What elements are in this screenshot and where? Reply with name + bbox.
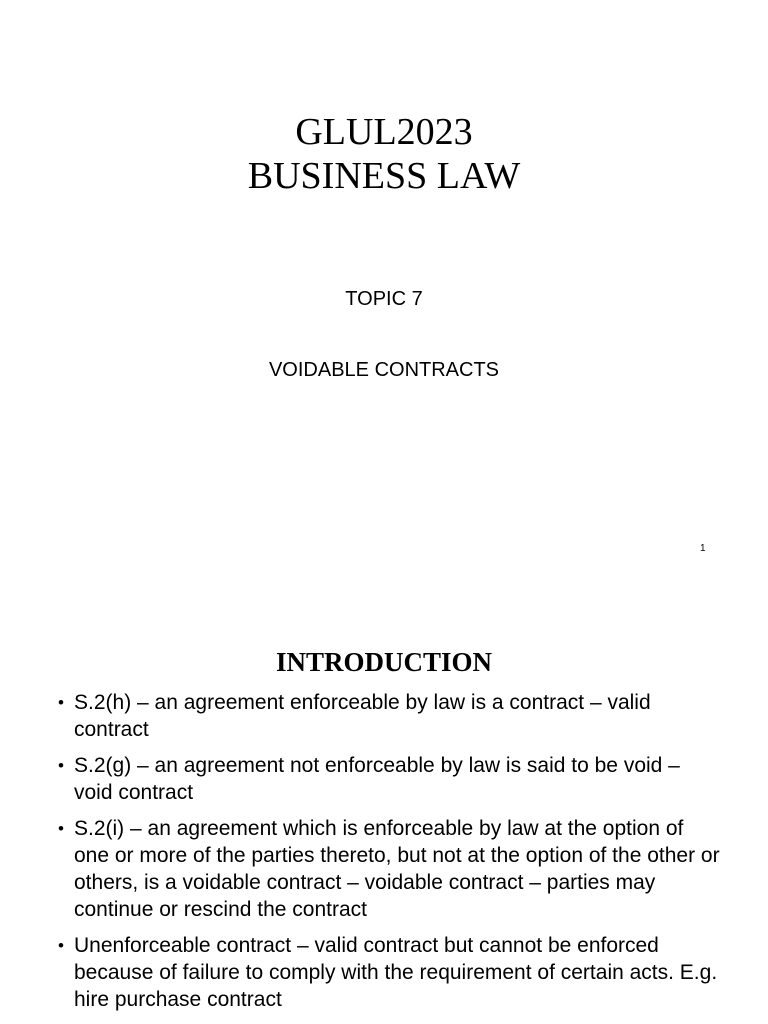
course-title <box>0 110 768 198</box>
bullet-text: Unenforceable contract – valid contract but cannot be enforced because of failure to comply with the requirement of certain acts. E.g. hire purchase contract <box>74 934 718 1011</box>
bullet-list <box>58 689 723 1022</box>
topic-subtitle: VOIDABLE CONTRACTS <box>268 359 500 381</box>
bullet-icon: • <box>58 693 64 712</box>
bullet-text: S.2(g) – an agreement not enforceable by law is said to be void – void contract <box>74 754 680 804</box>
course-code: GLUL2023 <box>295 111 473 153</box>
section-title: INTRODUCTION <box>275 647 493 677</box>
bullet-icon: • <box>58 936 64 955</box>
list-item <box>58 752 723 806</box>
page-number: 1 <box>700 543 706 554</box>
list-item <box>58 932 723 1013</box>
bullet-icon: • <box>58 756 64 775</box>
topic-label: TOPIC 7 <box>345 288 423 310</box>
list-item <box>58 689 723 743</box>
course-name: BUSINESS LAW <box>247 155 521 197</box>
bullet-text: S.2(i) – an agreement which is enforceable by law at the option of one or more of the parties thereto, but not at the option of the other or others, is a voidable contract – voidable contract – parties may continue or rescind the contract <box>74 817 720 921</box>
bullet-icon: • <box>58 819 64 838</box>
list-item <box>58 815 723 923</box>
bullet-text: S.2(h) – an agreement enforceable by law is a contract – valid contract <box>74 691 651 741</box>
